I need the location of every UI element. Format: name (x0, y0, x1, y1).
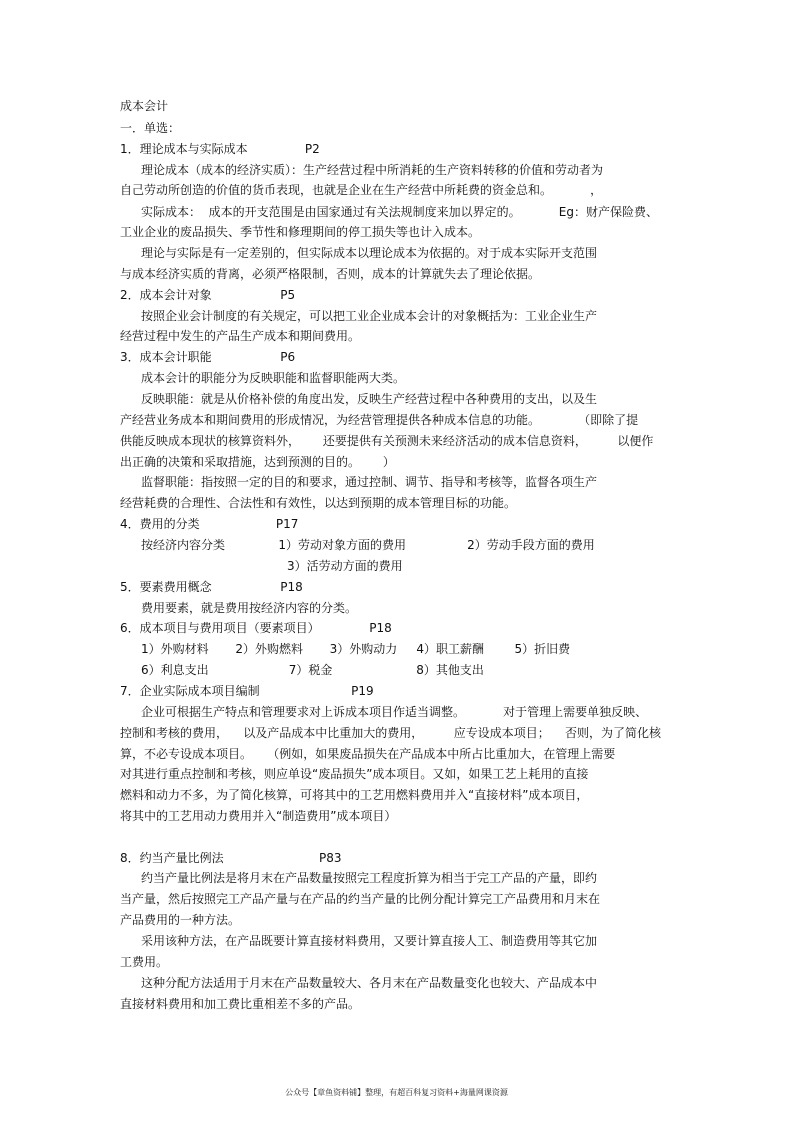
body-line: 约当产量比例法是将月末在产品数量按照完工程度折算为相当于完工产品的产量，即约 (141, 871, 598, 885)
body-line: 经营过程中发生的产品生产成本和期间费用。 (120, 329, 361, 343)
body-line: 理论与实际是有一定差别的，但实际成本以理论成本为依据的。对于成本实际开支范围 (141, 246, 598, 260)
body-line: 工费用。 (120, 955, 169, 969)
body-line: 企业可根据生产特点和管理要求对上诉成本项目作适当调整。 对于管理上需要单独反映、 (141, 705, 648, 719)
item-heading: 1．理论成本与实际成本 P2 (120, 142, 320, 156)
item-heading: 2．成本会计对象 P5 (120, 288, 296, 302)
body-line: 自己劳动所创造的价值的货币表现，也就是企业在生产经营中所耗费的资金总和。 ， (120, 183, 603, 197)
body-line: 3）活劳动方面的费用 (287, 559, 403, 573)
item-heading: 4．费用的分类 P17 (120, 517, 299, 531)
body-line: 燃料和动力不多，为了简化核算，可将其中的工艺用燃料费用并入“直接材料”成本项目， (120, 788, 589, 802)
page-footer: 公众号【章鱼资料铺】整理，有超百科复习资料+海量网课资源 (285, 1088, 508, 1097)
body-line: 监督职能：指按照一定的目的和要求，通过控制、调节、指导和考核等，监督各项生产 (141, 475, 598, 489)
item-heading: 7．企业实际成本项目编制 P19 (120, 684, 374, 698)
body-line: 工业企业的废品损失、季节性和修理期间的停工损失等也计入成本。 (120, 225, 481, 239)
body-line: 产品费用的一种方法。 (120, 913, 241, 927)
body-line: 将其中的工艺用动力费用并入“制造费用”成本项目） (120, 809, 397, 823)
body-line: 直接材料费用和加工费比重相差不多的产品。 (120, 997, 361, 1011)
body-line: 控制和考核的费用， 以及产品成本中比重加大的费用， 应专设成本项目； 否则，为了简化核 (120, 726, 662, 740)
item-heading: 8．约当产量比例法 P83 (120, 851, 342, 865)
body-line: 1）外购材料 2）外购燃料 3）外购动力 4）职工薪酬 5）折旧费 (141, 642, 571, 656)
body-line: 成本会计的职能分为反映职能和监督职能两大类。 (141, 371, 406, 385)
body-line: 出正确的决策和采取措施，达到预测的目的。 ） (120, 455, 395, 469)
doc-title: 成本会计 (120, 99, 169, 113)
body-line: 当产量，然后按照完工产品产量与在产品的约当产量的比例分配计算完工产品费用和月末在 (120, 892, 601, 906)
body-line: 反映职能：就是从价格补偿的角度出发，反映生产经营过程中各种费用的支出，以及生 (141, 392, 598, 406)
body-line: 按照企业会计制度的有关规定，可以把工业企业成本会计的对象概括为：工业企业生产 (141, 309, 598, 323)
body-line: 采用该种方法，在产品既要计算直接材料费用，又要计算直接人工、制造费用等其它加 (141, 934, 598, 948)
body-line: 对其进行重点控制和考核，则应单设“废品损失”成本项目。又如，如果工艺上耗用的直接 (120, 767, 589, 781)
body-line: 实际成本： 成本的开支范围是由国家通过有关法规制度来加以界定的。 Eg：财产保险费、 (141, 205, 658, 219)
item-heading: 3．成本会计职能 P6 (120, 350, 296, 364)
body-line: 这种分配方法适用于月末在产品数量较大、各月末在产品数量变化也较大、产品成本中 (141, 976, 598, 990)
body-line: 按经济内容分类 1）劳动对象方面的费用 2）劳动手段方面的费用 (141, 538, 595, 552)
section-heading: 一．单选： (120, 121, 181, 135)
body-line: 供能反映成本现状的核算资料外， 还要提供有关预测未来经济活动的成本信息资料， 以便作 (120, 434, 654, 448)
body-line: 算，不必专设成本项目。 （例如，如果废品损失在产品成本中所占比重加大，在管理上需要 (120, 747, 616, 761)
item-heading: 6．成本项目与费用项目（要素项目） P18 (120, 621, 392, 635)
body-line: 6）利息支出 7）税金 8）其他支出 (141, 663, 484, 677)
item-heading: 5．要素费用概念 P18 (120, 580, 303, 594)
body-line: 费用要素，就是费用按经济内容的分类。 (141, 601, 358, 615)
body-line: 与成本经济实质的背离，必须严格限制，否则，成本的计算就失去了理论依据。 (120, 267, 541, 281)
body-line: 经营耗费的合理性、合法性和有效性，以达到预期的成本管理目标的功能。 (120, 496, 517, 510)
body-line: 理论成本（成本的经济实质）：生产经营过程中所消耗的生产资料转移的价值和劳动者为 (141, 163, 604, 177)
body-line: 产经营业务成本和期间费用的形成情况，为经营管理提供各种成本信息的功能。 （即除了提 (120, 413, 639, 427)
